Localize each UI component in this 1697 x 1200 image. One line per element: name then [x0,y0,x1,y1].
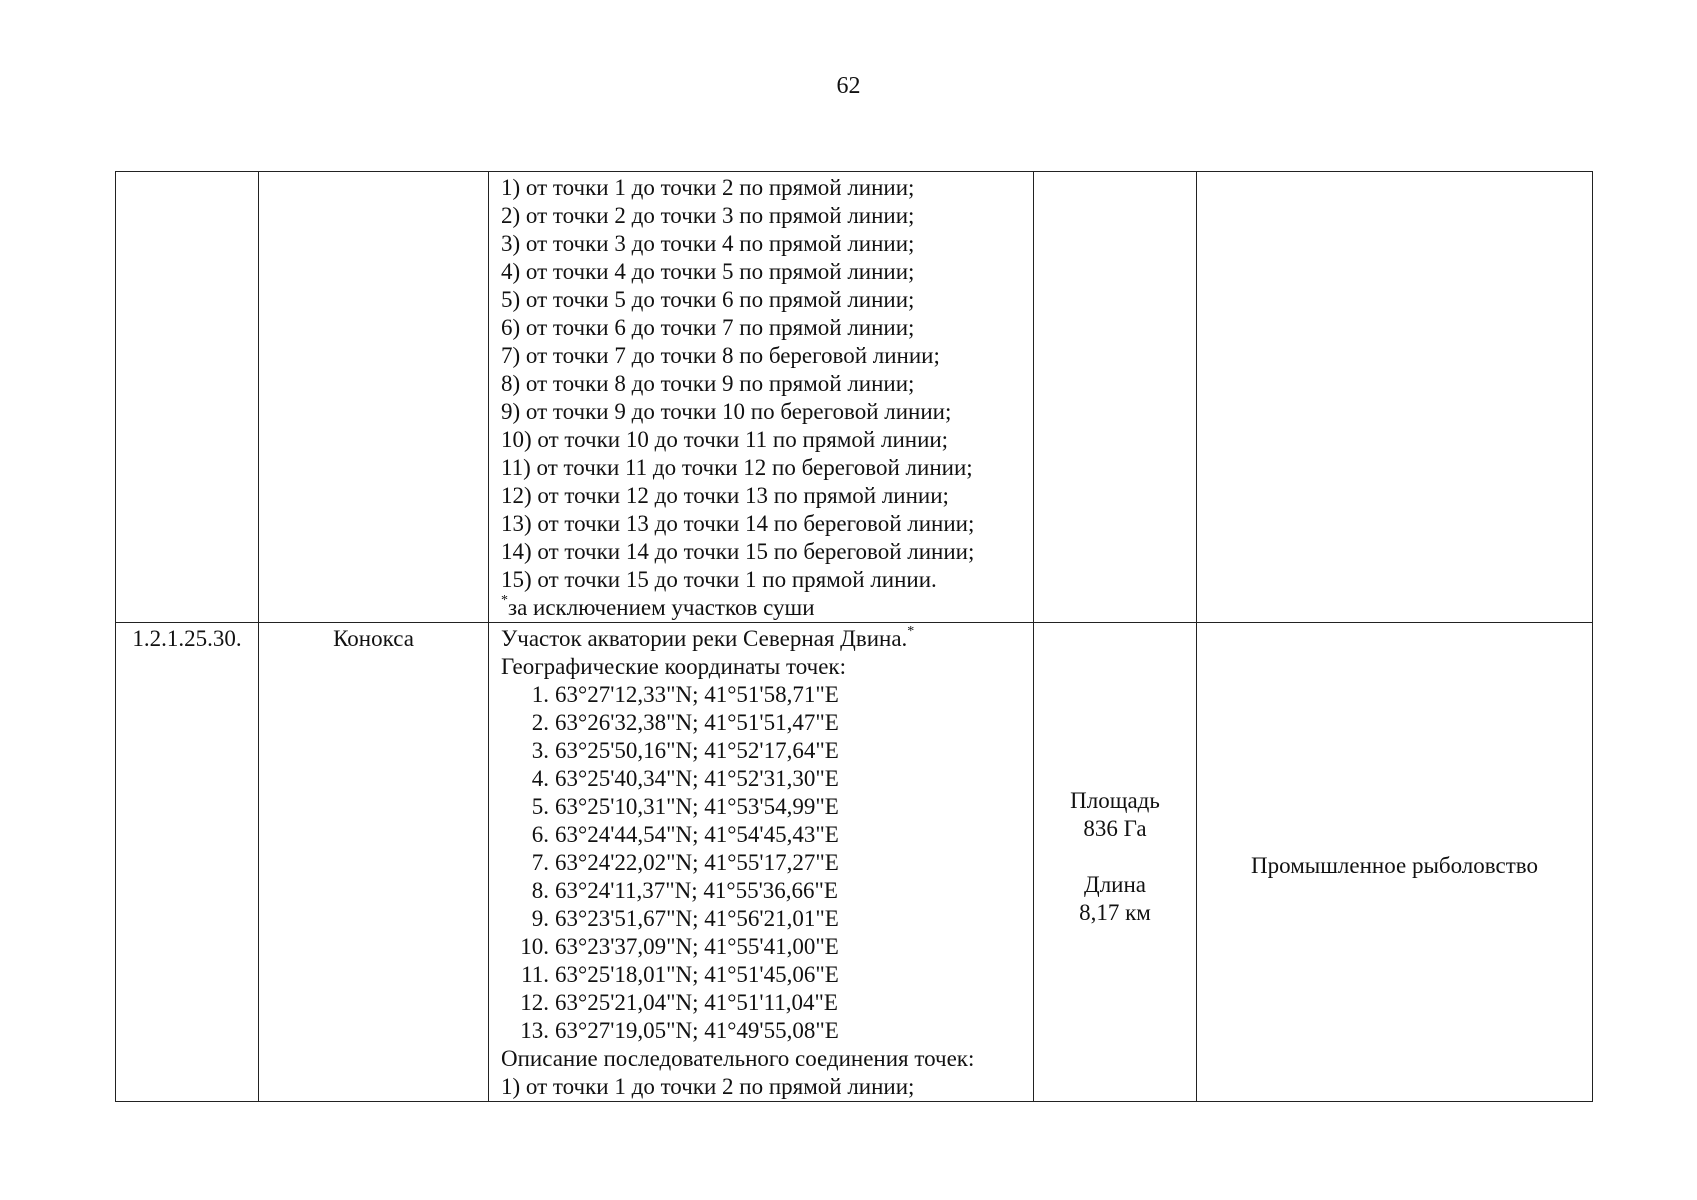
coordinate-item [501,681,1021,709]
coordinate-value: 63°25'21,04"N; 41°51'11,04"E [555,990,838,1015]
coordinates-list [501,681,1021,1045]
params-spacer [1046,843,1184,871]
table-row-continued [116,172,1593,623]
coordinate-item [501,989,1021,1017]
footnote-text: за исключением участков суши [508,595,815,620]
coordinate-index: 10. [520,934,549,959]
connection-line: 1) от точки 1 до точки 2 по прямой линии; [501,1074,915,1099]
coordinate-index: 5. [531,794,549,819]
area-params-cell [1034,623,1197,1102]
purpose-cell [1197,172,1593,623]
connection-line: 9) от точки 9 до точки 10 по береговой линии; [501,399,952,424]
page-number: 62 [836,73,861,99]
row-number-cell: 1.2.1.25.30. [116,623,259,1102]
coordinate-value: 63°24'44,54"N; 41°54'45,43"E [555,822,839,847]
connection-line: 6) от точки 6 до точки 7 по прямой линии; [501,315,915,340]
footnote [501,594,1021,622]
coordinate-item [501,905,1021,933]
row-number-cell [116,172,259,623]
coordinate-item [501,765,1021,793]
area-name-cell: Конокса [259,623,489,1102]
length-label: Длина [1084,872,1146,897]
connection-line: 13) от точки 13 до точки 14 по береговой линии; [501,511,975,536]
connection-line: 11) от точки 11 до точки 12 по береговой линии; [501,455,973,480]
connection-line: 2) от точки 2 до точки 3 по прямой линии; [501,203,915,228]
coordinate-index: 4. [531,766,549,791]
area-description [501,625,1021,653]
connection-heading: Описание последовательного соединения точек: [501,1046,975,1071]
area-label: Площадь [1070,788,1160,813]
coordinate-index: 13. [520,1018,549,1043]
area-description-cell [489,172,1034,623]
connection-line: 14) от точки 14 до точки 15 по береговой линии; [501,539,975,564]
coordinate-index: 9. [531,906,549,931]
coordinate-index: 12. [520,990,549,1015]
coordinate-item [501,709,1021,737]
coordinate-value: 63°23'37,09"N; 41°55'41,00"E [555,934,839,959]
connection-line: 15) от точки 15 до точки 1 по прямой линии. [501,567,937,592]
coordinate-value: 63°24'22,02"N; 41°55'17,27"E [555,850,839,875]
coordinate-value: 63°27'19,05"N; 41°49'55,08"E [555,1018,839,1043]
area-description-text: Участок акватории реки Северная Двина. [501,626,908,651]
coordinate-item [501,821,1021,849]
coordinate-index: 7. [531,850,549,875]
coordinate-index: 6. [531,822,549,847]
coordinate-value: 63°25'40,34"N; 41°52'31,30"E [555,766,839,791]
coordinate-index: 1. [531,682,549,707]
coordinate-item [501,877,1021,905]
purpose-text: Промышленное рыболовство [1251,853,1538,878]
area-params [1046,787,1184,927]
coordinate-index: 2. [531,710,549,735]
area-name-cell [259,172,489,623]
area-description-cell [489,623,1034,1102]
area-value: 836 Га [1083,816,1147,841]
coordinate-item [501,793,1021,821]
connection-line: 12) от точки 12 до точки 13 по прямой линии; [501,483,949,508]
coordinate-value: 63°23'51,67"N; 41°56'21,01"E [555,906,839,931]
connection-line: 3) от точки 3 до точки 4 по прямой линии; [501,231,915,256]
coordinate-index: 11. [521,962,549,987]
connection-line: 8) от точки 8 до точки 9 по прямой линии; [501,371,915,396]
area-params-cell [1034,172,1197,623]
connection-line: 4) от точки 4 до точки 5 по прямой линии; [501,259,915,284]
table-row-main [116,623,1593,1102]
connection-line: 7) от точки 7 до точки 8 по береговой линии; [501,343,940,368]
coordinate-item [501,961,1021,989]
coordinate-item [501,849,1021,877]
coordinate-value: 63°25'18,01"N; 41°51'45,06"E [555,962,839,987]
connection-line: 5) от точки 5 до точки 6 по прямой линии; [501,287,915,312]
connection-line: 10) от точки 10 до точки 11 по прямой линии; [501,427,949,452]
coordinate-index: 8. [531,878,549,903]
coordinate-value: 63°27'12,33"N; 41°51'58,71"E [555,682,839,707]
length-value: 8,17 км [1079,900,1151,925]
footnote-mark: * [501,593,508,608]
coordinate-index: 3. [531,738,549,763]
coordinate-item [501,933,1021,961]
description-footnote-mark: * [907,624,915,639]
coordinate-value: 63°25'50,16"N; 41°52'17,64"E [555,738,839,763]
connection-list [501,174,1021,594]
coords-heading: Географические координаты точек: [501,654,846,679]
purpose-cell [1197,623,1593,1102]
fishing-areas-table [115,171,1593,1102]
coordinate-item [501,1017,1021,1045]
coordinate-value: 63°25'10,31"N; 41°53'54,99"E [555,794,839,819]
connection-line: 1) от точки 1 до точки 2 по прямой линии; [501,175,915,200]
coordinate-value: 63°24'11,37"N; 41°55'36,66"E [555,878,838,903]
coordinate-value: 63°26'32,38"N; 41°51'51,47"E [555,710,839,735]
coordinate-item [501,737,1021,765]
